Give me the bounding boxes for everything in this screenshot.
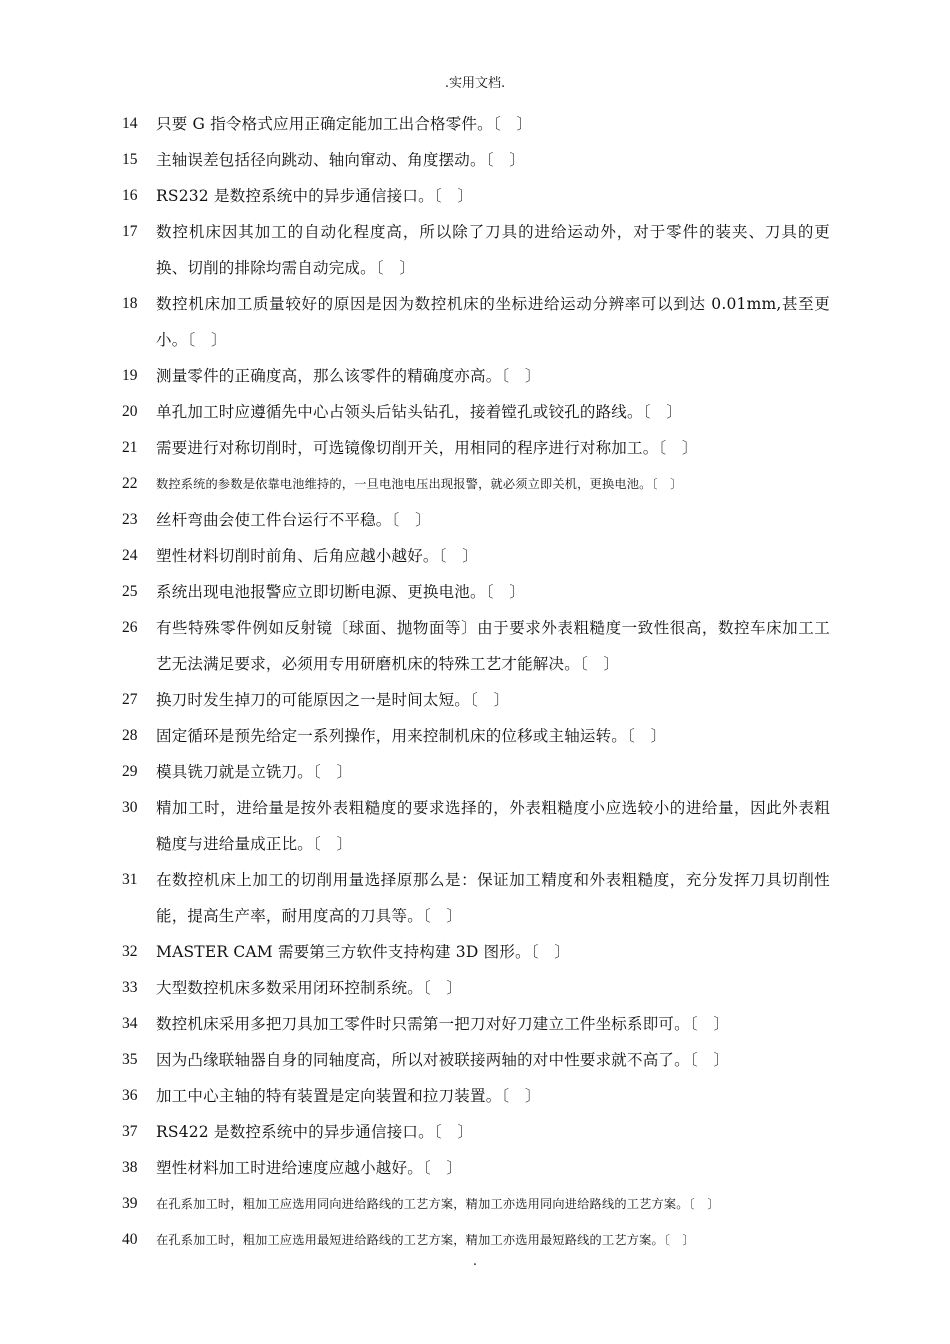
item-number: 30 xyxy=(122,799,138,816)
item-text: 丝杆弯曲会使工件台运行不平稳。〔 〕 xyxy=(156,511,431,529)
item-number: 31 xyxy=(122,871,138,888)
list-item xyxy=(122,214,830,286)
item-text: 需要进行对称切削时，可选镜像切削开关，用相同的程序进行对称加工。〔 〕 xyxy=(156,439,698,457)
list-item xyxy=(122,718,830,754)
page-footer: . xyxy=(472,1254,478,1269)
item-number: 15 xyxy=(122,151,138,168)
list-item xyxy=(122,502,830,538)
item-text: 模具铣刀就是立铣刀。〔 〕 xyxy=(156,763,353,781)
list-item xyxy=(122,1186,830,1222)
list-item xyxy=(122,790,830,862)
item-number: 18 xyxy=(122,295,138,312)
item-text: 测量零件的正确度高，那么该零件的精确度亦高。〔 〕 xyxy=(156,367,541,385)
item-number: 34 xyxy=(122,1015,138,1032)
item-text: 换刀时发生掉刀的可能原因之一是时间太短。〔 〕 xyxy=(156,691,510,709)
item-number: 23 xyxy=(122,511,138,528)
list-item xyxy=(122,574,830,610)
item-number: 16 xyxy=(122,187,138,204)
item-number: 33 xyxy=(122,979,138,996)
list-item xyxy=(122,1150,830,1186)
item-text: RS422 是数控系统中的异步通信接口。〔 〕 xyxy=(156,1123,474,1141)
item-number: 22 xyxy=(122,475,138,492)
item-number: 19 xyxy=(122,367,138,384)
item-text: 系统出现电池报警应立即切断电源、更换电池。〔 〕 xyxy=(156,583,526,601)
question-list xyxy=(122,106,830,1258)
item-text: 数控机床因其加工的自动化程度高，所以除了刀具的进给运动外，对于零件的装夹、刀具的更换、切削的排除均需自动完成。〔 〕 xyxy=(156,223,830,277)
item-text: RS232 是数控系统中的异步通信接口。〔 〕 xyxy=(156,187,474,205)
item-number: 38 xyxy=(122,1159,138,1176)
item-number: 20 xyxy=(122,403,138,420)
item-number: 29 xyxy=(122,763,138,780)
list-item xyxy=(122,1006,830,1042)
item-text: 塑性材料加工时进给速度应越小越好。〔 〕 xyxy=(156,1159,463,1177)
item-text: 精加工时，进给量是按外表粗糙度的要求选择的，外表粗糙度小应选较小的进给量，因此外表粗糙度与进给量成正比。〔 〕 xyxy=(156,799,830,853)
item-text: 只要 G 指令格式应用正确定能加工出合格零件。〔 〕 xyxy=(156,115,533,133)
list-item xyxy=(122,970,830,1006)
list-item xyxy=(122,754,830,790)
item-text: 在孔系加工时，粗加工应选用最短进给路线的工艺方案，精加工亦选用最短路线的工艺方案。〔 〕 xyxy=(156,1233,695,1247)
list-item xyxy=(122,862,830,934)
list-item xyxy=(122,610,830,682)
item-number: 14 xyxy=(122,115,138,132)
item-text: 单孔加工时应遵循先中心占领头后钻头钻孔，接着镗孔或铰孔的路线。〔 〕 xyxy=(156,403,683,421)
list-item xyxy=(122,394,830,430)
item-number: 17 xyxy=(122,223,138,240)
item-text: MASTER CAM 需要第三方软件支持构建 3D 图形。〔 〕 xyxy=(156,943,571,961)
item-number: 40 xyxy=(122,1231,138,1248)
list-item xyxy=(122,682,830,718)
item-number: 26 xyxy=(122,619,138,636)
item-number: 39 xyxy=(122,1195,138,1212)
item-text: 在孔系加工时，粗加工应选用同向进给路线的工艺方案，精加工亦选用同向进给路线的工艺方案。〔 〕 xyxy=(156,1197,720,1211)
item-text: 数控系统的参数是依靠电池维持的，一旦电池电压出现报警，就必须立即关机，更换电池。〔 〕 xyxy=(156,477,683,491)
item-text: 大型数控机床多数采用闭环控制系统。〔 〕 xyxy=(156,979,463,997)
item-number: 25 xyxy=(122,583,138,600)
item-number: 21 xyxy=(122,439,138,456)
list-item xyxy=(122,106,830,142)
item-text: 塑性材料切削时前角、后角应越小越好。〔 〕 xyxy=(156,547,478,565)
list-item xyxy=(122,178,830,214)
list-item xyxy=(122,142,830,178)
item-number: 35 xyxy=(122,1051,138,1068)
list-item xyxy=(122,358,830,394)
item-text: 固定循环是预先给定一系列操作，用来控制机床的位移或主轴运转。〔 〕 xyxy=(156,727,667,745)
item-number: 37 xyxy=(122,1123,138,1140)
item-text: 加工中心主轴的特有装置是定向装置和拉刀装置。〔 〕 xyxy=(156,1087,541,1105)
item-text: 因为凸缘联轴器自身的同轴度高，所以对被联接两轴的对中性要求就不高了。〔 〕 xyxy=(156,1051,730,1069)
item-text: 有些特殊零件例如反射镜〔球面、抛物面等〕由于要求外表粗糙度一致性很高，数控车床加工工艺无法满足要求，必须用专用研磨机床的特殊工艺才能解决。〔 〕 xyxy=(156,619,830,673)
list-item xyxy=(122,934,830,970)
item-text: 主轴误差包括径向跳动、轴向窜动、角度摆动。〔 〕 xyxy=(156,151,526,169)
item-number: 27 xyxy=(122,691,138,708)
item-number: 36 xyxy=(122,1087,138,1104)
item-number: 32 xyxy=(122,943,138,960)
list-item xyxy=(122,1114,830,1150)
list-item xyxy=(122,286,830,358)
item-text: 数控机床加工质量较好的原因是因为数控机床的坐标进给运动分辨率可以到达 0.01mm,甚至更小。〔 〕 xyxy=(156,295,830,349)
list-item xyxy=(122,1222,830,1258)
list-item xyxy=(122,466,830,502)
item-text: 数控机床采用多把刀具加工零件时只需第一把刀对好刀建立工件坐标系即可。〔 〕 xyxy=(156,1015,730,1033)
item-text: 在数控机床上加工的切削用量选择原那么是：保证加工精度和外表粗糙度，充分发挥刀具切削性能，提高生产率，耐用度高的刀具等。〔 〕 xyxy=(156,871,830,925)
list-item xyxy=(122,1042,830,1078)
list-item xyxy=(122,538,830,574)
list-item xyxy=(122,430,830,466)
item-number: 24 xyxy=(122,547,138,564)
item-number: 28 xyxy=(122,727,138,744)
page-header: .实用文档. xyxy=(444,76,506,91)
list-item xyxy=(122,1078,830,1114)
